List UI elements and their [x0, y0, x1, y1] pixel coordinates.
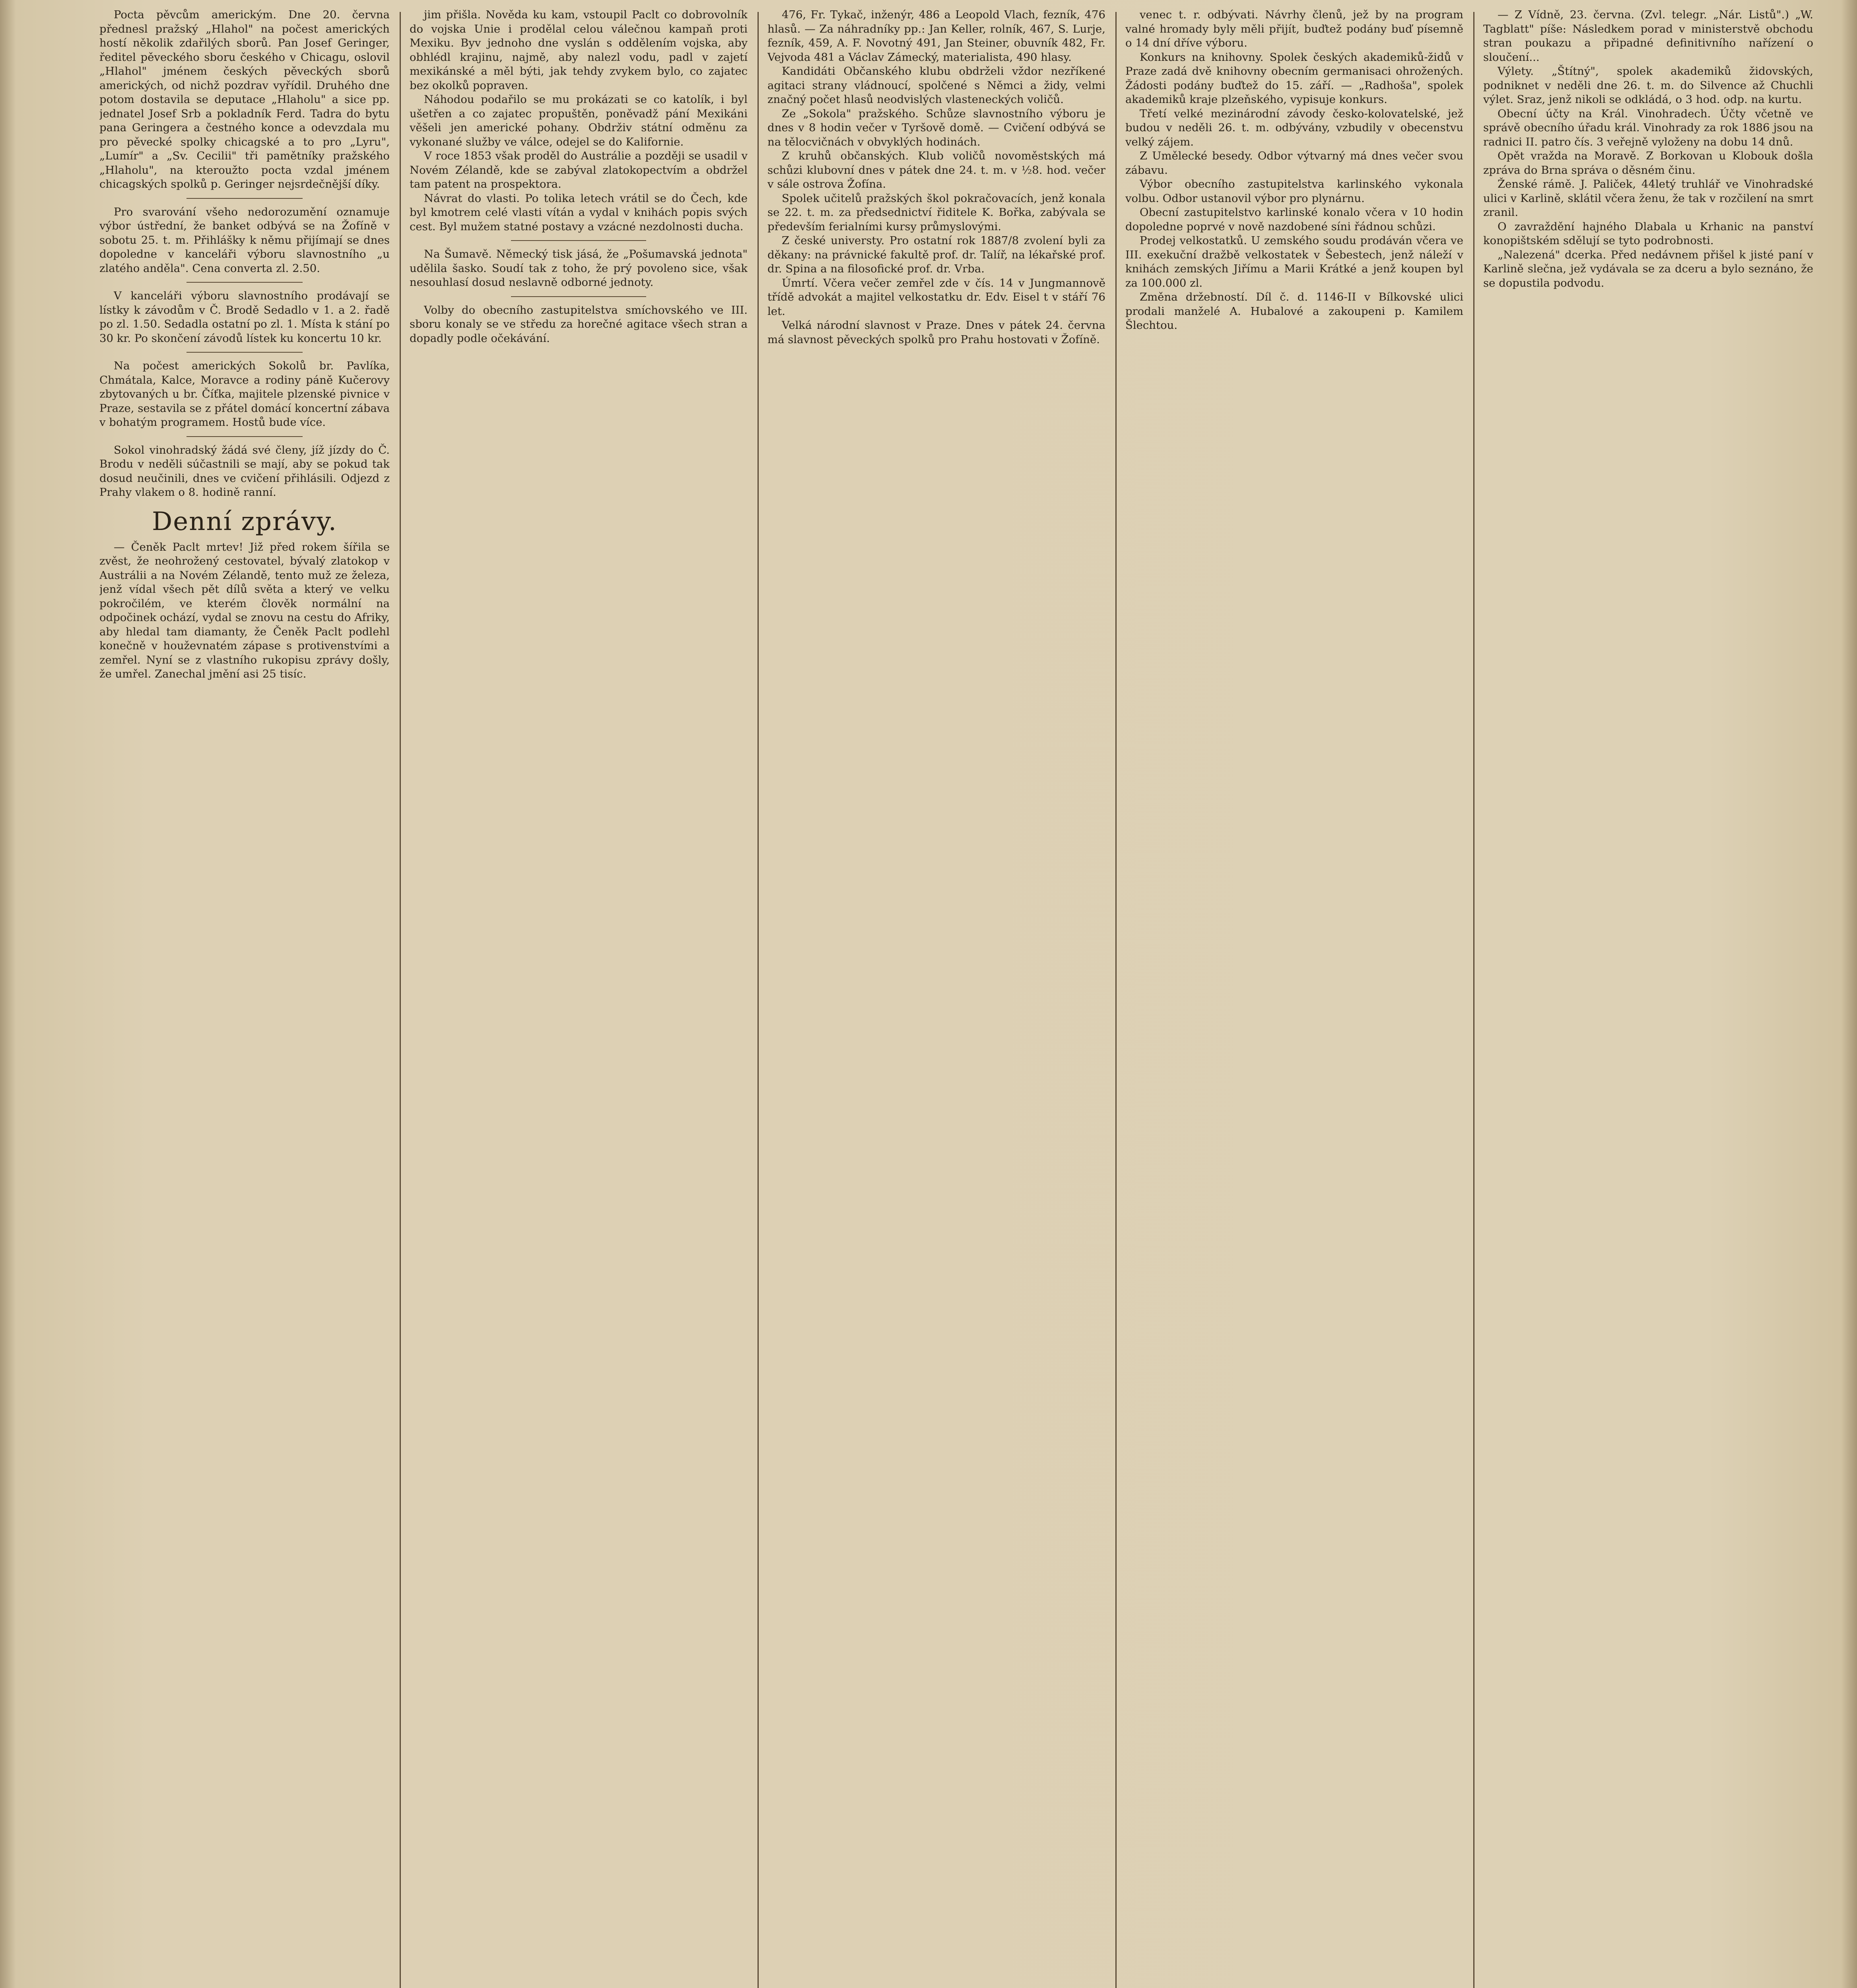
divider	[186, 436, 303, 437]
article-paragraph: V roce 1853 však proděl do Austrálie a později se usadil v Novém Zélandě, kde se zabýval zlatokopectvím a obdržel tam patent na prospektora.	[410, 149, 748, 190]
article-paragraph: Návrat do vlasti. Po tolika letech vrátil se do Čech, kde byl kmotrem celé vlasti vítán a vydal v knihách popis svých cest. Byl mužem statné postavy a vzácné nezdolnosti ducha.	[410, 192, 748, 233]
article-paragraph: — Z Vídně, 23. června. (Zvl. telegr. „Nár. Listů".) „W. Tagblatt" píše: Následkem porad v ministerstvě obchodu stran poukazu a připadné definitivního nařízení o sloučení...	[1483, 8, 1813, 64]
article-paragraph: Z Umělecké besedy. Odbor výtvarný má dnes večer svou zábavu.	[1125, 149, 1463, 177]
article-paragraph: Na Šumavě. Německý tisk jásá, že „Pošumavská jednota" udělila šasko. Soudí tak z toho, že prý povoleno sice, však nesouhlasí dosud neslavně odborné jednoty.	[410, 248, 748, 289]
divider	[511, 240, 646, 241]
article-paragraph: Úmrtí. Včera večer zemřel zde v čís. 14 v Jungmannově třídě advokát a majitel velkostatku dr. Edv. Eisel t v stáří 76 let.	[767, 276, 1105, 318]
column-rule	[1473, 12, 1474, 1988]
article-paragraph: Kandidáti Občanského klubu obdrželi vždor nezříkené agitaci strany vládnoucí, spolčené s Němci a židy, velmi značný počet hlasů neodvislých vlasteneckých voličů.	[767, 65, 1105, 106]
article-paragraph: venec t. r. odbývati. Návrhy členů, jež by na program valné hromady byly měli přijít, buďtež podány buď písemně o 14 dní dříve výboru.	[1125, 8, 1463, 49]
article-paragraph: Obecní zastupitelstvo karlinské konalo včera v 10 hodin dopoledne poprvé v nově nazdobené síni řádnou schůzi.	[1125, 206, 1463, 233]
divider	[511, 296, 646, 297]
article-paragraph: Náhodou podařilo se mu prokázati se co katolík, i byl ušetřen a co zajatec propuštěn, poněvadž pání Mexikáni věšeli jen americké pohany. Obdrživ státní odměnu za vykonané služby ve válce, odejel se do Kalifornie.	[410, 93, 748, 148]
divider	[186, 352, 303, 353]
article-paragraph: Konkurs na knihovny. Spolek českých akademiků-židů v Praze zadá dvě knihovny obecním germanisaci ohrožených. Žádosti podány buďtež do 15. září. — „Radhoša", spolek akademiků kraje plzeňského, vypisuje konkurs.	[1125, 50, 1463, 106]
article-paragraph: Výbor obecního zastupitelstva karlinského vykonala volbu. Odbor ustanovil výbor pro plynárnu.	[1125, 178, 1463, 205]
article-paragraph: Pocta pěvcům americkým. Dne 20. června přednesl pražský „Hlahol" na počest amerických hostí několik zdařilých sborů. Pan Josef Geringer, ředitel pěveckého sboru českého v Chicagu, oslovil „Hlahol" jménem českých pěveckých sborů amerických, od nichž pozdrav vyřídil. Druhého dne potom dostavila se deputace „Hlaholu" a sice pp. jednatel Josef Srb a pokladník Ferd. Tadra do bytu pana Geringera a čestného konce a odevzdala mu pro pěvecké spolky chicagské a to pro „Lyru", „Lumír" a „Sv. Cecilii" tři pamětníky pražského „Hlaholu", na kteroužto pocta vzdal jménem chicagských spolků p. Geringer nejsrdečnější díky.	[99, 8, 390, 190]
column-rule	[1115, 12, 1117, 1988]
column-rule	[758, 12, 759, 1988]
divider	[186, 198, 303, 199]
article-paragraph: Výlety. „Štítný", spolek akademiků židovských, podniknet v neděli dne 26. t. m. do Silvence až Chuchli výlet. Sraz, jenž nikoli se odkládá, o 3 hod. odp. na kurtu.	[1483, 65, 1813, 106]
article-paragraph: Třetí velké mezinárodní závody česko-kolovatelské, jež budou v neděli 26. t. m. odbývány, vzbudily v obecenstvu velký zájem.	[1125, 107, 1463, 148]
article-paragraph: Ze „Sokola" pražského. Schůze slavnostního výboru je dnes v 8 hodin večer v Tyršově domě. — Cvičení odbývá se na tělocvičnách v obvyklých hodinách.	[767, 107, 1105, 148]
article-paragraph: Velká národní slavnost v Praze. Dnes v pátek 24. června má slavnost pěveckých spolků pro Prahu hostovati v Žofíně.	[767, 319, 1105, 346]
article-paragraph: Opět vražda na Moravě. Z Borkovan u Klobouk došla zpráva do Brna správa o děsném činu.	[1483, 149, 1813, 177]
article-paragraph: Obecní účty na Král. Vinohradech. Účty včetně ve správě obecního úřadu král. Vinohrady za rok 1886 jsou na radnici II. patro čís. 3 veřejně vyloženy na dobu 14 dnů.	[1483, 107, 1813, 148]
article-paragraph: jim přišla. Nověda ku kam, vstoupil Paclt co dobrovolník do vojska Unie i prodělal celou válečnou kampaň proti Mexiku. Byv jednoho dne vyslán s oddělením vojska, aby obhlédl krajinu, najmě, aby nalezl vodu, padl v zajetí mexikánské a měl býti, jak tehdy zvykem bylo, co zajatec bez okolků popraven.	[410, 8, 748, 92]
article-paragraph: 476, Fr. Tykač, inženýr, 486 a Leopold Vlach, fezník, 476 hlasů. — Za náhradníky pp.: Jan Keller, rolník, 467, S. Lurje, fezník, 459, A. F. Novotný 491, Jan Steiner, obuvník 482, Fr. Vejvoda 481 a Václav Zámecký, materialista, 490 hlasy.	[767, 8, 1105, 64]
article-paragraph: Pro svarování všeho nedorozumění oznamuje výbor ústřední, že banket odbývá se na Žofíně v sobotu 25. t. m. Přihlášky k němu přijímají se dnes dopoledne v kanceláři výboru slavnostního „u zlatého anděla". Cena converta zl. 2.50.	[99, 205, 390, 275]
column-1	[99, 8, 390, 1988]
article-paragraph: Sokol vinohradský žádá své členy, jíž jízdy do Č. Brodu v neděli súčastnili se mají, aby se pokud tak dosud neučinili, dnes ve cvičení přihlásili. Odjezd z Prahy vlakem o 8. hodině ranní.	[99, 443, 390, 499]
article-paragraph: Volby do obecního zastupitelstva smíchovského ve III. sboru konaly se ve středu za horečné agitace všech stran a dopadly podle očekávání.	[410, 303, 748, 345]
article-paragraph: Na počest amerických Sokolů br. Pavlíka, Chmátala, Kalce, Moravce a rodiny páně Kučerovy zbytovaných u br. Číťka, majitele plzenské pivnice v Praze, sestavila se z přátel domácí koncertní zábava v bohatým programem. Hostů bude více.	[99, 359, 390, 429]
article-paragraph: V kanceláři výboru slavnostního prodávají se lístky k závodům v Č. Brodě Sedadlo v 1. a 2. řadě po zl. 1.50. Sedadla ostatní po zl. 1. Místa k stání po 30 kr. Po skončení závodů lístek ku koncertu 10 kr.	[99, 289, 390, 345]
article-paragraph: Ženské rámě. J. Paliček, 44letý truhlář ve Vinohradské ulici v Karlině, sklátil včera ženu, že tak v rozčilení na smrt zranil.	[1483, 178, 1813, 219]
article-paragraph: „Nalezená" dcerka. Před nedávnem přišel k jisté paní v Karlině slečna, jež vydávala se za dceru a bylo seznáno, že se dopustila podvodu.	[1483, 248, 1813, 289]
article-paragraph: Spolek učitelů pražských škol pokračovacích, jenž konala se 22. t. m. za předsednictví řiditele K. Bořka, zabývala se především ferialními kursy průmyslovými.	[767, 192, 1105, 233]
article-paragraph: — Čeněk Paclt mrtev! Již před rokem šířila se zvěst, že neohrožený cestovatel, bývalý zlatokop v Austrálii a na Novém Zélandě, tento muž ze železa, jenž vídal všech pět dílů světa a který ve velku pokročilém, ve kterém člověk normální na odpočinek ochází, vydal se znovu na cestu do Afriky, aby hledal tam diamanty, že Čeněk Paclt podlehl konečně v houževnatém zápase s protivenstvími a zemřel. Nyní se z vlastního rukopisu zprávy došly, že umřel. Zanechal jmění asi 25 tisíc.	[99, 540, 390, 680]
section-heading: Denní zprávy.	[152, 507, 338, 536]
article-paragraph: Prodej velkostatků. U zemského soudu prodáván včera ve III. exekuční dražbě velkostatek v Šebestech, jenž náleží v knihách zemských Jiřímu a Marii Krátké a jenž koupen byl za 100.000 zl.	[1125, 234, 1463, 289]
article-paragraph: Z kruhů občanských. Klub voličů novoměstských má schůzi klubovní dnes v pátek dne 24. t. m. v ½8. hod. večer v sále ostrova Žofína.	[767, 149, 1105, 190]
column-5	[1483, 8, 1813, 1988]
divider	[186, 282, 303, 283]
column-3	[767, 8, 1105, 1988]
column-4	[1125, 8, 1463, 1988]
article-paragraph: Z české universty. Pro ostatní rok 1887/8 zvolení byli za děkany: na právnické fakultě prof. dr. Talíř, na lékařské prof. dr. Spina a na filosofické prof. dr. Vrba.	[767, 234, 1105, 275]
page-edge-left	[0, 0, 16, 1988]
page-edge-right	[1841, 0, 1857, 1988]
column-rule	[400, 12, 401, 1988]
article-paragraph: O zavraždění hajného Dlabala u Krhanic na panství konopištském sdělují se tyto podrobnosti.	[1483, 220, 1813, 247]
article-paragraph: Změna držebností. Díl č. d. 1146-II v Bílkovské ulici prodali manželé A. Hubalové a zakoupeni p. Kamilem Šlechtou.	[1125, 291, 1463, 332]
column-2	[410, 8, 748, 1988]
